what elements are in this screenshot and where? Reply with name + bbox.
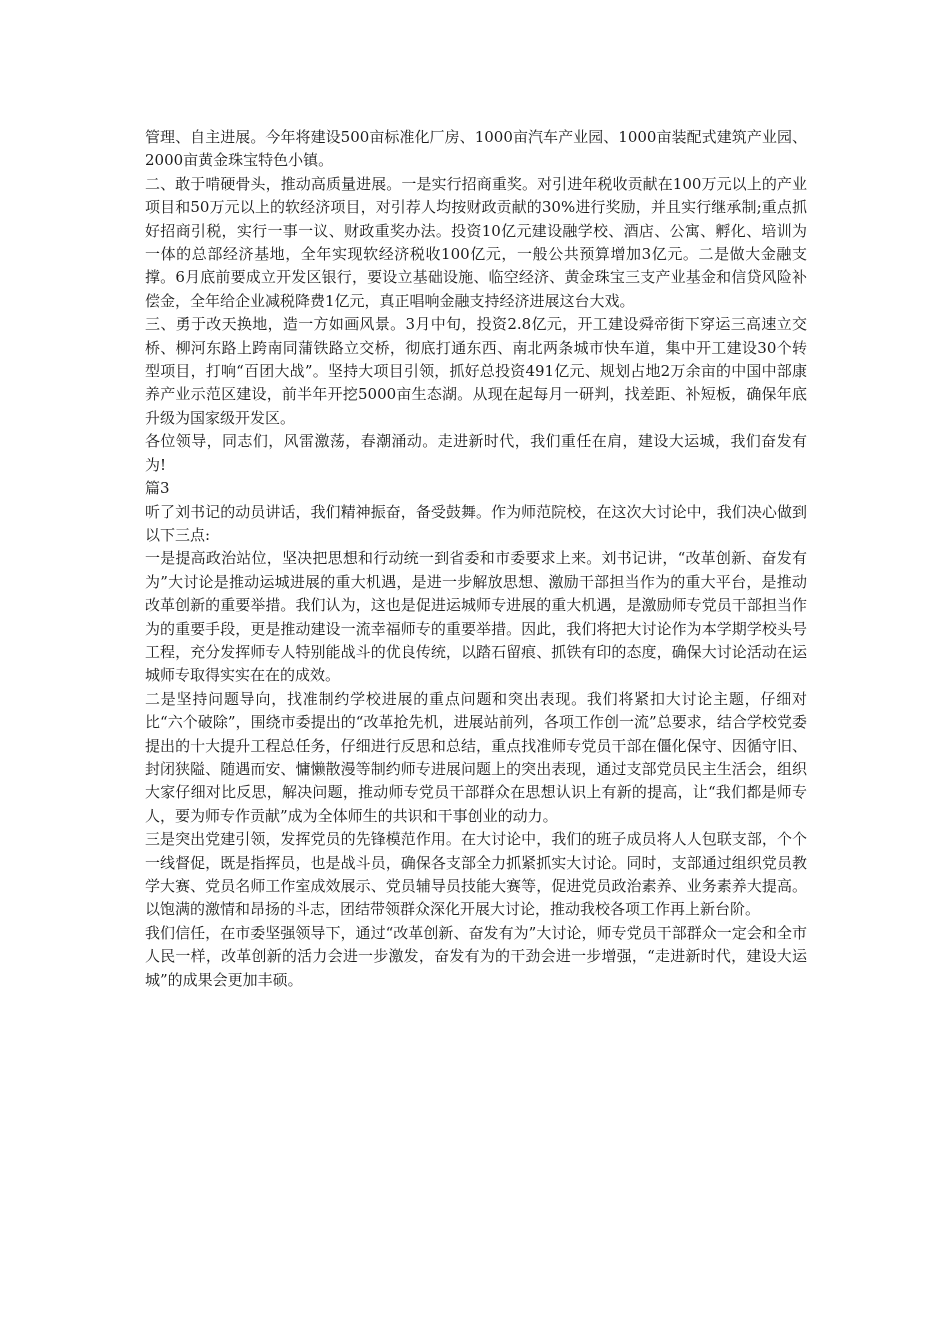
paragraph-9: 我们信任，在市委坚强领导下，通过“改革创新、奋发有为”大讨论，师专党员干部群众一定会和全市人民一样，改革创新的活力会进一步激发，奋发有为的干劲会进一步增强，“走进新时代，建设大运城”的成果会更加丰硕。 — [145, 923, 807, 989]
section-heading: 篇3 — [145, 479, 170, 498]
paragraph-7: 二是坚持问题导向，找准制约学校进展的重点问题和突出表现。我们将紧扣大讨论主题，仔细对比“六个破除”，围绕市委提出的“改革抢先机，进展站前列，各项工作创一流”总要求，结合学校党委提出的十大提升工程总任务，仔细进行反思和总结，重点找准师专党员干部在僵化保守、因循守旧、封闭狭隘、随遇而安、慵懒散漫等制约师专进展问题上的突出表现，通过支部党员民主生活会，组织大家仔细对比反思，解决问题，推动师专党员干部群众在思想认识上有新的提高，让“我们都是师专人，要为师专作贡献”成为全体师生的共识和干事创业的动力。 — [145, 689, 807, 825]
paragraph-5: 听了刘书记的动员讲话，我们精神振奋，备受鼓舞。作为师范院校，在这次大讨论中，我们决心做到以下三点: — [145, 502, 807, 544]
paragraph-3: 三、勇于改天换地，造一方如画风景。3月中旬，投资2.8亿元，开工建设舜帝街下穿运三高速立交桥、柳河东路上跨南同蒲铁路立交桥，彻底打通东西、南北两条城市快车道，集中开工建设30个转型项目，打响“百团大战”。坚持大项目引领，抓好总投资491亿元、规划占地2万余亩的中国中部康养产业示范区建设，前半年开挖5000亩生态湖。从现在起每月一研判，找差距、补短板，确保年底升级为国家级开发区。 — [145, 315, 807, 427]
paragraph-8: 三是突出党建引领，发挥党员的先锋模范作用。在大讨论中，我们的班子成员将人人包联支部，个个一线督促，既是指挥员，也是战斗员，确保各支部全力抓紧抓实大讨论。同时，支部通过组织党员教学大赛、党员名师工作室成效展示、党员辅导员技能大赛等，促进党员政治素养、业务素养大提高。以饱满的激情和昂扬的斗志，团结带领群众深化开展大讨论，推动我校各项工作再上新台阶。 — [145, 830, 807, 919]
paragraph-6: 一是提高政治站位，坚决把思想和行动统一到省委和市委要求上来。刘书记讲，“改革创新、奋发有为”大讨论是推动运城进展的重大机遇，是进一步解放思想、激励干部担当作为的重大平台，是推动改革创新的重要举措。我们认为，这也是促进运城师专进展的重大机遇，是激励师专党员干部担当作为的重要手段，更是推动建设一流幸福师专的重要举措。因此，我们将把大讨论作为本学期学校头号工程，充分发挥师专人特别能战斗的优良传统，以踏石留痕、抓铁有印的态度，确保大讨论活动在运城师专取得实实在在的成效。 — [145, 549, 807, 685]
paragraph-4: 各位领导，同志们，风雷激荡，春潮涌动。走进新时代，我们重任在肩，建设大运城，我们奋发有为! — [145, 432, 807, 474]
paragraph-2: 二、敢于啃硬骨头，推动高质量进展。一是实行招商重奖。对引进年税收贡献在100万元以上的产业项目和50万元以上的软经济项目，对引荐人均按财政贡献的30%进行奖励，并且实行继承制;重点抓好招商引税，实行一事一议、财政重奖办法。投资10亿元建设融学校、酒店、公寓、孵化、培训为一体的总部经济基地，全年实现软经济税收100亿元，一般公共预算增加3亿元。二是做大金融支撑。6月底前要成立开发区银行，要设立基础设施、临空经济、黄金珠宝三支产业基金和信贷风险补偿金，全年给企业减税降费1亿元，真正唱响金融支持经济进展这台大戏。 — [145, 174, 807, 310]
document-body — [145, 126, 807, 992]
paragraph-1: 管理、自主进展。今年将建设500亩标准化厂房、1000亩汽车产业园、1000亩装配式建筑产业园、2000亩黄金珠宝特色小镇。 — [145, 128, 807, 170]
